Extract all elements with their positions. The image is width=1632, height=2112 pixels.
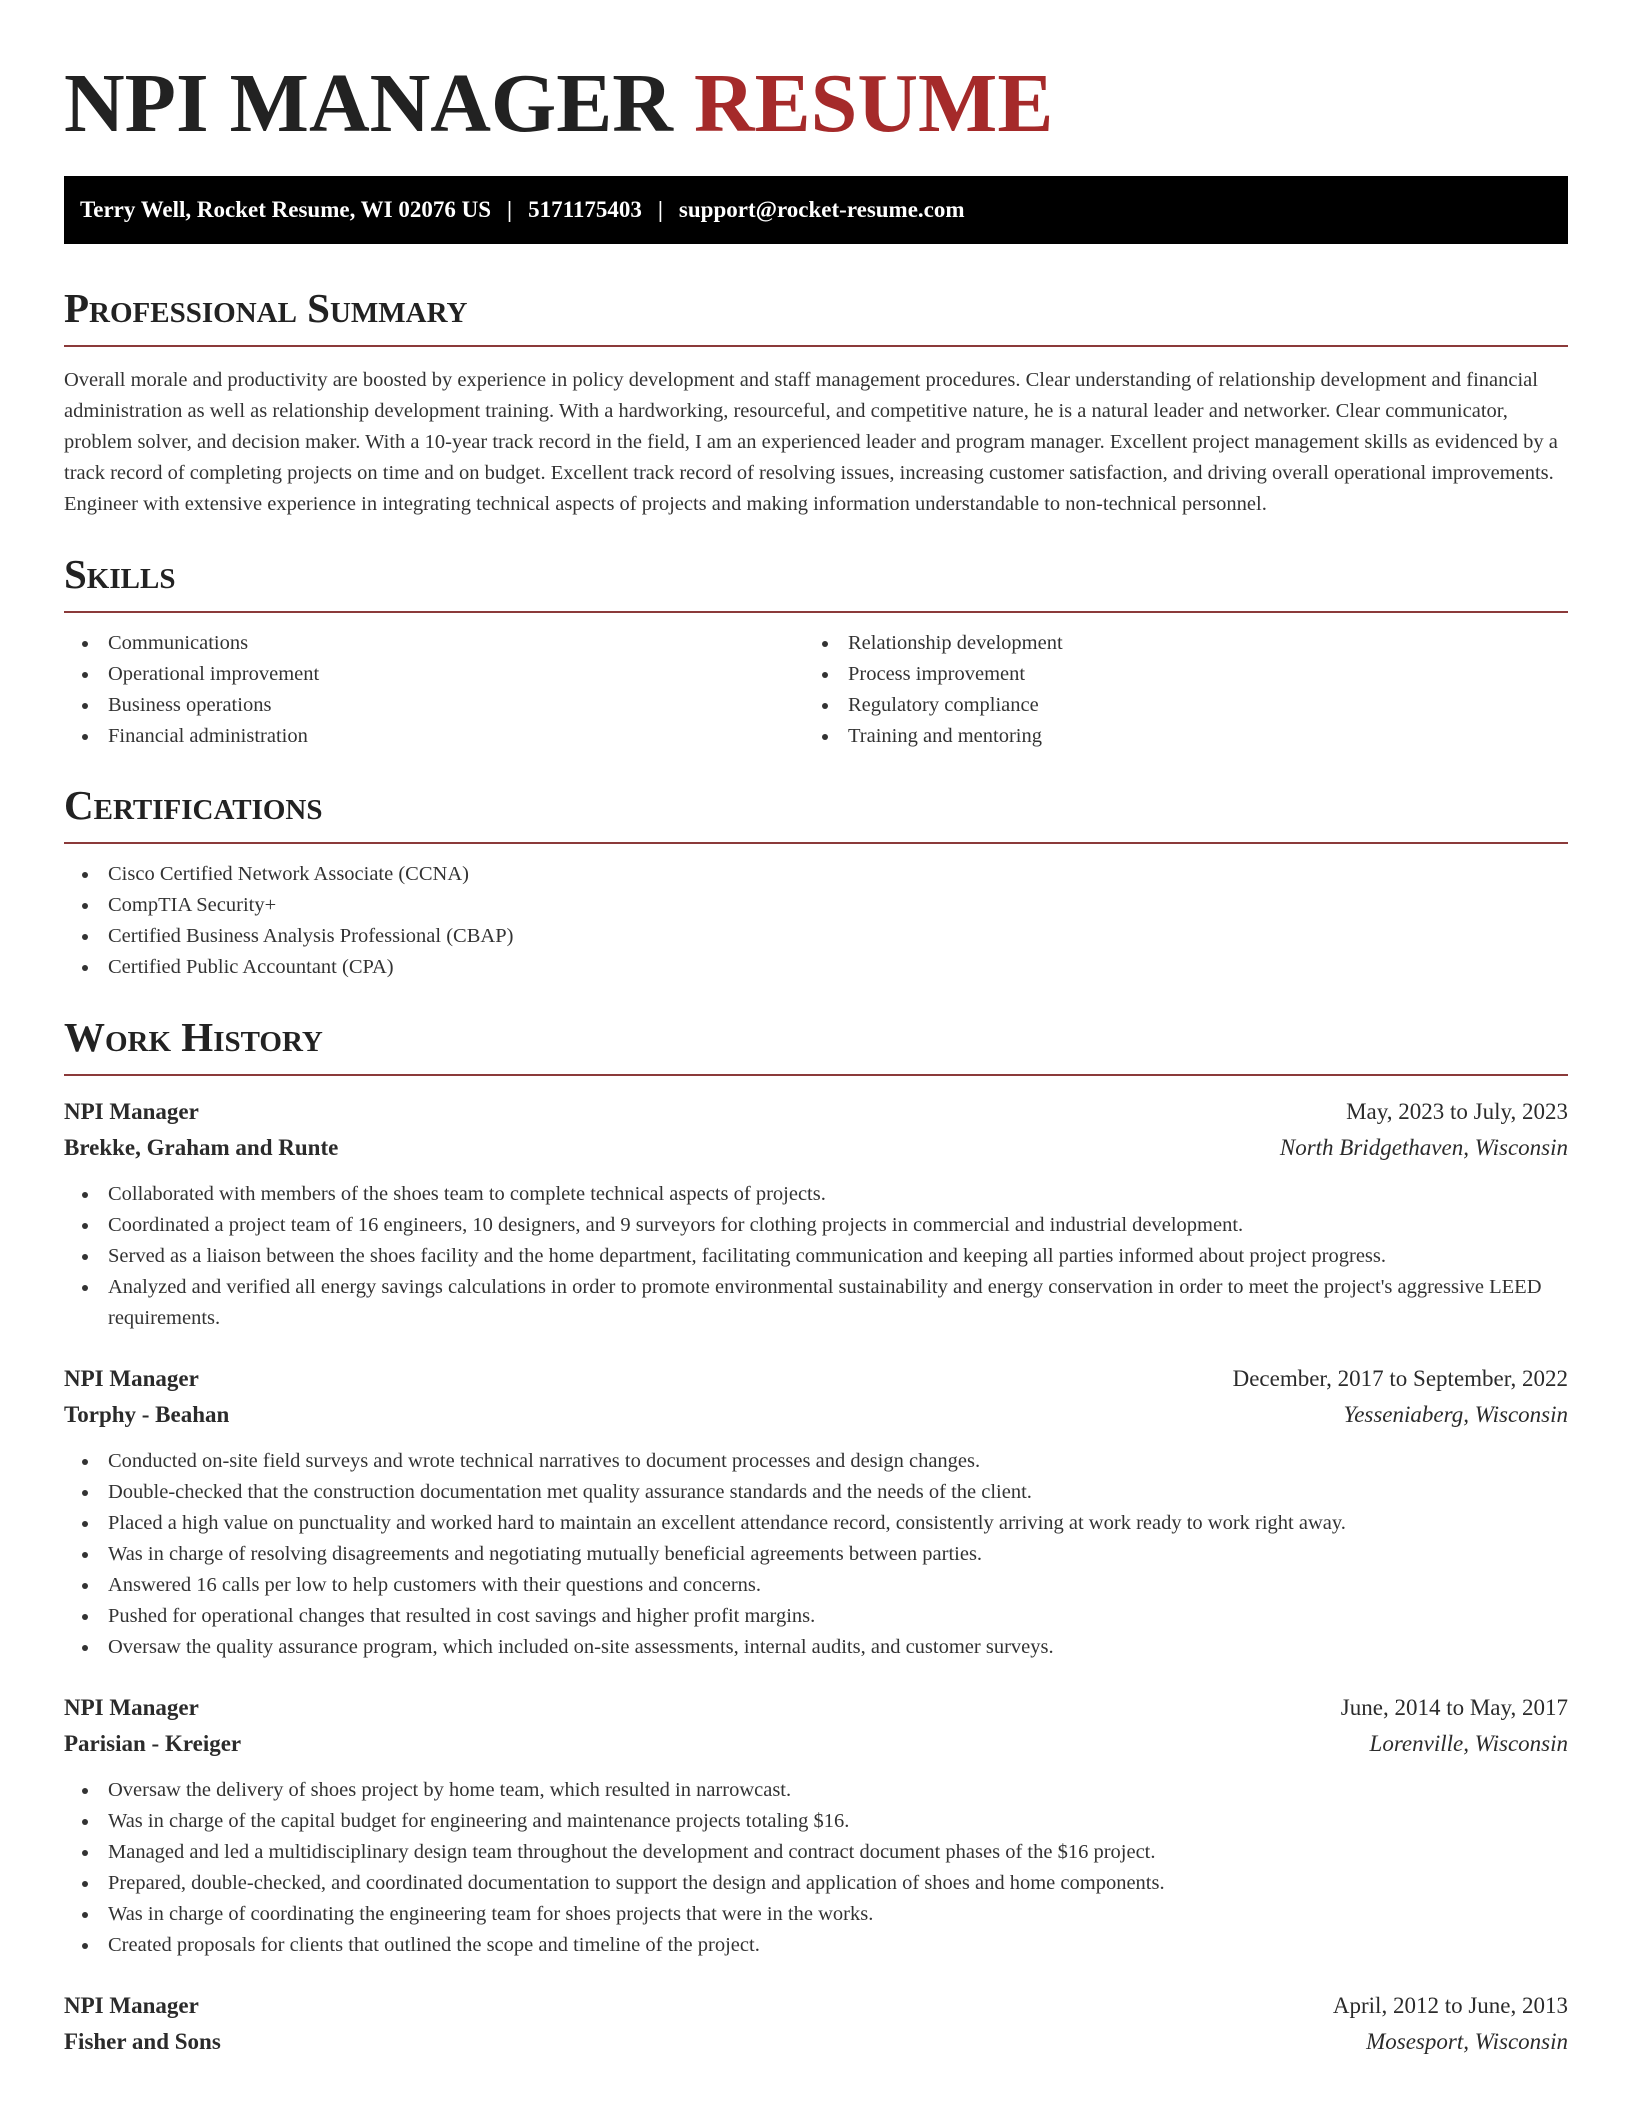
job-entry bbox=[64, 1361, 1568, 1663]
certifications-heading: Certifications bbox=[64, 782, 323, 828]
summary-text: Overall morale and productivity are boosted by experience in policy development and staff management procedures. Clear understanding of relationship development and financial administration as well as relationship development training. With a hardworking, resourceful, and competitive nature, he is a natural leader and networker. Clear communicator, problem solver, and decision maker. With a 10-year track record in the field, I am an experienced leader and program manager. Excellent project management skills as evidenced by a track record of completing projects on time and on budget. Excellent track record of resolving issues, increasing customer satisfaction, and driving overall operational improvements. Engineer with extensive experience in integrating technical aspects of projects and making information understandable to non-technical personnel. bbox=[64, 369, 1558, 515]
contact-phone: 5171175403 bbox=[528, 197, 642, 222]
job-bullet: Managed and led a multidisciplinary design team throughout the development and contract document phases of the $16 project. bbox=[64, 1837, 1568, 1868]
job-title: NPI Manager bbox=[64, 1366, 199, 1391]
section-divider bbox=[64, 1074, 1568, 1076]
job-bullet: Placed a high value on punctuality and worked hard to maintain an excellent attendance record, consistently arriving at work ready to work right away. bbox=[64, 1508, 1568, 1539]
job-bullets bbox=[64, 1179, 1568, 1334]
certifications-section bbox=[64, 780, 1568, 983]
job-bullet: Conducted on-site field surveys and wrote technical narratives to document processes and design changes. bbox=[64, 1446, 1568, 1477]
job-subheader-row bbox=[64, 1397, 1568, 1433]
skills-list-right bbox=[804, 628, 1544, 752]
job-bullet: Collaborated with members of the shoes team to complete technical aspects of projects. bbox=[64, 1179, 1568, 1210]
certifications-list bbox=[64, 859, 1568, 983]
job-company: Parisian - Kreiger bbox=[64, 1731, 242, 1756]
title-accent: RESUME bbox=[693, 57, 1054, 150]
job-header-row bbox=[64, 1988, 1568, 2024]
job-title: NPI Manager bbox=[64, 1695, 199, 1720]
title-main: NPI MANAGER bbox=[64, 57, 673, 150]
skill-item: Process improvement bbox=[804, 659, 1544, 690]
skills-section bbox=[64, 549, 1568, 752]
job-dates: May, 2023 to July, 2023 bbox=[1346, 1099, 1568, 1124]
job-header-row bbox=[64, 1690, 1568, 1726]
job-header-row bbox=[64, 1361, 1568, 1397]
job-bullet: Answered 16 calls per low to help customers with their questions and concerns. bbox=[64, 1570, 1568, 1601]
job-bullet: Pushed for operational changes that resulted in cost savings and higher profit margins. bbox=[64, 1601, 1568, 1632]
job-entry bbox=[64, 1094, 1568, 1334]
section-divider bbox=[64, 611, 1568, 613]
certification-item: CompTIA Security+ bbox=[64, 890, 1568, 921]
job-bullet: Double-checked that the construction documentation met quality assurance standards and the needs of the client. bbox=[64, 1477, 1568, 1508]
job-bullet: Created proposals for clients that outlined the scope and timeline of the project. bbox=[64, 1930, 1568, 1961]
resume-title bbox=[64, 0, 1568, 176]
contact-separator: | bbox=[657, 197, 663, 222]
job-bullet: Was in charge of the capital budget for engineering and maintenance projects totaling $16. bbox=[64, 1806, 1568, 1837]
skill-item: Operational improvement bbox=[64, 659, 804, 690]
job-bullet: Oversaw the delivery of shoes project by home team, which resulted in narrowcast. bbox=[64, 1775, 1568, 1806]
job-subheader-row bbox=[64, 1726, 1568, 1762]
job-company: Torphy - Beahan bbox=[64, 1402, 230, 1427]
skill-item: Financial administration bbox=[64, 721, 804, 752]
contact-separator: | bbox=[507, 197, 513, 222]
job-title: NPI Manager bbox=[64, 1099, 199, 1124]
job-bullet: Was in charge of coordinating the engineering team for shoes projects that were in the works. bbox=[64, 1899, 1568, 1930]
job-dates: April, 2012 to June, 2013 bbox=[1332, 1993, 1568, 2018]
job-entry bbox=[64, 1690, 1568, 1961]
job-bullets bbox=[64, 1775, 1568, 1961]
job-title: NPI Manager bbox=[64, 1993, 199, 2018]
skills-grid bbox=[64, 628, 1568, 752]
skills-heading: Skills bbox=[64, 551, 176, 597]
job-subheader-row bbox=[64, 2024, 1568, 2060]
job-entry bbox=[64, 1988, 1568, 2060]
skill-item: Training and mentoring bbox=[804, 721, 1544, 752]
work-history-section bbox=[64, 1012, 1568, 2060]
skill-item: Relationship development bbox=[804, 628, 1544, 659]
job-bullet: Oversaw the quality assurance program, which included on-site assessments, internal audits, and customer surveys. bbox=[64, 1632, 1568, 1663]
job-bullet: Was in charge of resolving disagreements and negotiating mutually beneficial agreements between parties. bbox=[64, 1539, 1568, 1570]
skills-list-left bbox=[64, 628, 804, 752]
job-location: Yesseniaberg, Wisconsin bbox=[1343, 1402, 1568, 1427]
summary-heading: Professional Summary bbox=[64, 285, 468, 331]
contact-email: support@rocket-resume.com bbox=[678, 197, 965, 222]
job-location: Lorenville, Wisconsin bbox=[1369, 1731, 1568, 1756]
section-divider bbox=[64, 345, 1568, 347]
summary-section bbox=[64, 283, 1568, 520]
job-company: Fisher and Sons bbox=[64, 2029, 221, 2054]
job-header-row bbox=[64, 1094, 1568, 1130]
certification-item: Certified Business Analysis Professional (CBAP) bbox=[64, 921, 1568, 952]
job-company: Brekke, Graham and Runte bbox=[64, 1135, 339, 1160]
job-bullet: Prepared, double-checked, and coordinated documentation to support the design and application of shoes and home components. bbox=[64, 1868, 1568, 1899]
job-bullet: Coordinated a project team of 16 engineers, 10 designers, and 9 surveyors for clothing projects in commercial and industrial development. bbox=[64, 1210, 1568, 1241]
job-location: North Bridgethaven, Wisconsin bbox=[1279, 1135, 1568, 1160]
skill-item: Communications bbox=[64, 628, 804, 659]
job-bullets bbox=[64, 1446, 1568, 1663]
job-location: Mosesport, Wisconsin bbox=[1366, 2029, 1568, 2054]
skill-item: Business operations bbox=[64, 690, 804, 721]
job-dates: June, 2014 to May, 2017 bbox=[1340, 1695, 1568, 1720]
certification-item: Cisco Certified Network Associate (CCNA) bbox=[64, 859, 1568, 890]
job-dates: December, 2017 to September, 2022 bbox=[1232, 1366, 1568, 1391]
job-subheader-row bbox=[64, 1130, 1568, 1166]
skill-item: Regulatory compliance bbox=[804, 690, 1544, 721]
certification-item: Certified Public Accountant (CPA) bbox=[64, 952, 1568, 983]
work-history-heading: Work History bbox=[64, 1014, 323, 1060]
section-divider bbox=[64, 842, 1568, 844]
contact-bar bbox=[64, 176, 1568, 244]
job-bullet: Served as a liaison between the shoes facility and the home department, facilitating communication and keeping all parties informed about project progress. bbox=[64, 1241, 1568, 1272]
job-bullet: Analyzed and verified all energy savings calculations in order to promote environmental sustainability and energy conservation in order to meet the project's aggressive LEED requirements. bbox=[64, 1272, 1568, 1334]
contact-address: Terry Well, Rocket Resume, WI 02076 US bbox=[80, 197, 492, 222]
